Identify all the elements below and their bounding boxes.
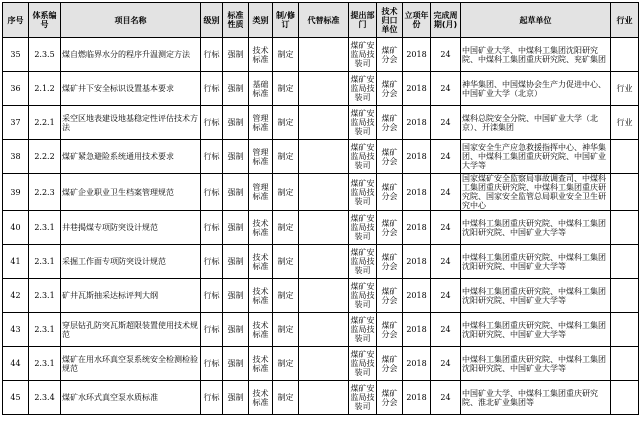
cell-revision: 制定 — [273, 106, 299, 140]
cell-project-name: 井巷揭煤专项防突设计规范 — [61, 211, 201, 245]
cell-proposing-dept: 煤矿安监局技装司 — [349, 140, 377, 174]
cell-level: 行标 — [201, 38, 223, 72]
cell-year: 2018 — [403, 347, 431, 381]
cell-technical-unit: 煤矿分会 — [377, 279, 403, 313]
cell-technical-unit: 煤矿分会 — [377, 72, 403, 106]
header-cycle: 完成周期(月) — [431, 3, 461, 38]
cell-project-name: 煤矿企业职业卫生档案管理规范 — [61, 174, 201, 211]
table-row — [3, 313, 639, 347]
header-level: 级别 — [201, 3, 223, 38]
cell-category: 基础标准 — [249, 72, 273, 106]
cell-year: 2018 — [403, 174, 431, 211]
cell-serial: 37 — [3, 106, 29, 140]
cell-level: 行标 — [201, 72, 223, 106]
cell-year: 2018 — [403, 72, 431, 106]
table-row — [3, 106, 639, 140]
cell-level: 行标 — [201, 347, 223, 381]
cell-technical-unit: 煤矿分会 — [377, 211, 403, 245]
table-row — [3, 140, 639, 174]
cell-industry: 行业 — [611, 72, 639, 106]
cell-category: 技术标准 — [249, 245, 273, 279]
cell-drafting-units: 国家安全生产应急救援指挥中心、神华集团、中煤科工集团重庆研究院、中国矿业大学等 — [461, 140, 611, 174]
cell-industry — [611, 38, 639, 72]
table-row — [3, 38, 639, 72]
cell-nature: 强制 — [223, 347, 249, 381]
cell-cycle: 24 — [431, 381, 461, 415]
table-row — [3, 72, 639, 106]
cell-drafting-units: 中煤科工集团重庆研究院、中煤科工集团沈阳研究院、中国矿业大学等 — [461, 279, 611, 313]
cell-replaced-standard — [299, 174, 349, 211]
cell-revision: 制定 — [273, 245, 299, 279]
cell-drafting-units: 中煤科工集团重庆研究院、中煤科工集团沈阳研究院、中国矿业大学等 — [461, 313, 611, 347]
cell-system-code: 2.3.1 — [29, 211, 61, 245]
cell-category: 管理标准 — [249, 174, 273, 211]
cell-nature: 强制 — [223, 313, 249, 347]
cell-project-name: 煤自燃临界水分的程序升温测定方法 — [61, 38, 201, 72]
cell-category: 技术标准 — [249, 279, 273, 313]
cell-proposing-dept: 煤矿安监局技装司 — [349, 279, 377, 313]
cell-technical-unit: 煤矿分会 — [377, 245, 403, 279]
cell-industry — [611, 245, 639, 279]
cell-revision: 制定 — [273, 313, 299, 347]
cell-level: 行标 — [201, 174, 223, 211]
header-revision: 制/修订 — [273, 3, 299, 38]
cell-proposing-dept: 煤矿安监局技装司 — [349, 245, 377, 279]
cell-cycle: 24 — [431, 140, 461, 174]
cell-category: 技术标准 — [249, 313, 273, 347]
cell-industry — [611, 279, 639, 313]
cell-project-name: 煤矿水环式真空泵水质标准 — [61, 381, 201, 415]
cell-proposing-dept: 煤矿安监局技装司 — [349, 347, 377, 381]
cell-revision: 制定 — [273, 72, 299, 106]
cell-serial: 45 — [3, 381, 29, 415]
cell-level: 行标 — [201, 211, 223, 245]
cell-drafting-units: 中国矿业大学、中煤科工集团重庆研究院、淮北矿业集团等 — [461, 381, 611, 415]
cell-revision: 制定 — [273, 174, 299, 211]
cell-replaced-standard — [299, 381, 349, 415]
cell-cycle: 24 — [431, 72, 461, 106]
cell-replaced-standard — [299, 313, 349, 347]
cell-serial: 40 — [3, 211, 29, 245]
cell-proposing-dept: 煤矿安监局技装司 — [349, 38, 377, 72]
cell-revision: 制定 — [273, 381, 299, 415]
header-serial: 序号 — [3, 3, 29, 38]
cell-nature: 强制 — [223, 279, 249, 313]
table-row — [3, 174, 639, 211]
cell-cycle: 24 — [431, 313, 461, 347]
cell-technical-unit: 煤矿分会 — [377, 381, 403, 415]
cell-nature: 强制 — [223, 211, 249, 245]
cell-proposing-dept: 煤矿安监局技装司 — [349, 211, 377, 245]
standards-table-sheet — [2, 2, 638, 436]
cell-year: 2018 — [403, 38, 431, 72]
cell-category: 技术标准 — [249, 347, 273, 381]
cell-nature: 强制 — [223, 245, 249, 279]
cell-system-code: 2.1.2 — [29, 72, 61, 106]
cell-year: 2018 — [403, 313, 431, 347]
cell-cycle: 24 — [431, 211, 461, 245]
cell-replaced-standard — [299, 38, 349, 72]
cell-revision: 制定 — [273, 140, 299, 174]
cell-industry — [611, 174, 639, 211]
cell-revision: 制定 — [273, 38, 299, 72]
cell-cycle: 24 — [431, 38, 461, 72]
cell-industry — [611, 313, 639, 347]
cell-level: 行标 — [201, 245, 223, 279]
cell-nature: 强制 — [223, 174, 249, 211]
cell-drafting-units: 国家煤矿安全监察局事故调查司、中煤科工集团重庆研究院、中煤科工集团重庆研究院、国家安全监管总局职业安全卫生研究中心 — [461, 174, 611, 211]
cell-year: 2018 — [403, 381, 431, 415]
cell-drafting-units: 中煤科工集团重庆研究院、中煤科工集团沈阳研究院、中国矿业大学等 — [461, 245, 611, 279]
cell-drafting-units: 中国矿业大学、中煤科工集团沈阳研究院、中煤科工集团重庆研究院、兖矿集团 — [461, 38, 611, 72]
cell-industry: 行业 — [611, 106, 639, 140]
cell-replaced-standard — [299, 72, 349, 106]
cell-system-code: 2.3.4 — [29, 381, 61, 415]
cell-replaced-standard — [299, 347, 349, 381]
cell-year: 2018 — [403, 245, 431, 279]
cell-replaced-standard — [299, 140, 349, 174]
cell-technical-unit: 煤矿分会 — [377, 106, 403, 140]
table-row — [3, 211, 639, 245]
header-nature: 标准性质 — [223, 3, 249, 38]
cell-replaced-standard — [299, 106, 349, 140]
cell-system-code: 2.3.1 — [29, 313, 61, 347]
cell-revision: 制定 — [273, 211, 299, 245]
cell-industry — [611, 211, 639, 245]
header-project-name: 项目名称 — [61, 3, 201, 38]
cell-drafting-units: 神华集团、中国煤协会生产力促进中心、中国矿业大学（北京） — [461, 72, 611, 106]
cell-cycle: 24 — [431, 174, 461, 211]
cell-system-code: 2.3.1 — [29, 245, 61, 279]
cell-nature: 强制 — [223, 106, 249, 140]
cell-nature: 强制 — [223, 140, 249, 174]
cell-level: 行标 — [201, 140, 223, 174]
header-proposing-dept: 提出部门 — [349, 3, 377, 38]
cell-revision: 制定 — [273, 347, 299, 381]
header-year: 立项年份 — [403, 3, 431, 38]
cell-category: 技术标准 — [249, 38, 273, 72]
header-row — [3, 3, 639, 38]
cell-category: 管理标准 — [249, 140, 273, 174]
cell-technical-unit: 煤矿分会 — [377, 140, 403, 174]
cell-year: 2018 — [403, 279, 431, 313]
cell-replaced-standard — [299, 211, 349, 245]
cell-industry — [611, 347, 639, 381]
cell-system-code: 2.3.1 — [29, 279, 61, 313]
table-row — [3, 381, 639, 415]
cell-system-code: 2.2.2 — [29, 140, 61, 174]
cell-technical-unit: 煤矿分会 — [377, 347, 403, 381]
cell-proposing-dept: 煤矿安监局技装司 — [349, 106, 377, 140]
header-system-code: 体系编号 — [29, 3, 61, 38]
cell-level: 行标 — [201, 381, 223, 415]
cell-replaced-standard — [299, 245, 349, 279]
cell-system-code: 2.2.1 — [29, 106, 61, 140]
table-row — [3, 279, 639, 313]
cell-serial: 41 — [3, 245, 29, 279]
cell-nature: 强制 — [223, 381, 249, 415]
cell-industry — [611, 140, 639, 174]
cell-serial: 43 — [3, 313, 29, 347]
cell-nature: 强制 — [223, 72, 249, 106]
cell-proposing-dept: 煤矿安监局技装司 — [349, 72, 377, 106]
cell-project-name: 穿层钻孔防突瓦斯超限装置使用技术规范 — [61, 313, 201, 347]
cell-cycle: 24 — [431, 279, 461, 313]
cell-project-name: 采空区地表建设地基稳定性评估技术方法 — [61, 106, 201, 140]
cell-level: 行标 — [201, 279, 223, 313]
cell-project-name: 煤矿紧急避险系统通用技术要求 — [61, 140, 201, 174]
cell-year: 2018 — [403, 140, 431, 174]
header-category: 类别 — [249, 3, 273, 38]
header-drafting-units: 起草单位 — [461, 3, 611, 38]
cell-drafting-units: 中煤科工集团重庆研究院、中煤科工集团沈阳研究院、中国矿业大学等 — [461, 211, 611, 245]
cell-system-code: 2.3.1 — [29, 347, 61, 381]
cell-level: 行标 — [201, 313, 223, 347]
cell-year: 2018 — [403, 211, 431, 245]
header-industry: 行业 — [611, 3, 639, 38]
cell-proposing-dept: 煤矿安监局技装司 — [349, 174, 377, 211]
cell-serial: 44 — [3, 347, 29, 381]
table-row — [3, 245, 639, 279]
cell-technical-unit: 煤矿分会 — [377, 174, 403, 211]
cell-nature: 强制 — [223, 38, 249, 72]
table-body — [3, 38, 639, 415]
cell-category: 技术标准 — [249, 381, 273, 415]
cell-project-name: 矿井瓦斯抽采达标评判大纲 — [61, 279, 201, 313]
cell-serial: 35 — [3, 38, 29, 72]
cell-replaced-standard — [299, 279, 349, 313]
standards-table — [2, 2, 639, 415]
cell-year: 2018 — [403, 106, 431, 140]
cell-revision: 制定 — [273, 279, 299, 313]
cell-serial: 38 — [3, 140, 29, 174]
cell-industry — [611, 381, 639, 415]
cell-technical-unit: 煤矿分会 — [377, 38, 403, 72]
cell-project-name: 煤矿井下安全标识设置基本要求 — [61, 72, 201, 106]
cell-system-code: 2.2.3 — [29, 174, 61, 211]
cell-serial: 39 — [3, 174, 29, 211]
table-row — [3, 347, 639, 381]
cell-system-code: 2.3.5 — [29, 38, 61, 72]
cell-drafting-units: 煤科总院安全分院、中国矿业大学（北京）、开滦集团 — [461, 106, 611, 140]
cell-drafting-units: 中煤科工集团重庆研究院、中煤科工集团沈阳研究院、中国矿业大学等 — [461, 347, 611, 381]
cell-cycle: 24 — [431, 245, 461, 279]
header-technical-unit: 技术归口单位 — [377, 3, 403, 38]
cell-proposing-dept: 煤矿安监局技装司 — [349, 313, 377, 347]
cell-proposing-dept: 煤矿安监局技装司 — [349, 381, 377, 415]
cell-project-name: 煤矿在用水环真空泵系统安全检测检验规范 — [61, 347, 201, 381]
cell-cycle: 24 — [431, 106, 461, 140]
header-replaced-standard: 代替标准 — [299, 3, 349, 38]
cell-cycle: 24 — [431, 347, 461, 381]
cell-category: 管理标准 — [249, 106, 273, 140]
cell-category: 技术标准 — [249, 211, 273, 245]
cell-serial: 36 — [3, 72, 29, 106]
cell-serial: 42 — [3, 279, 29, 313]
cell-level: 行标 — [201, 106, 223, 140]
cell-technical-unit: 煤矿分会 — [377, 313, 403, 347]
cell-project-name: 采掘工作面专项防突设计规范 — [61, 245, 201, 279]
